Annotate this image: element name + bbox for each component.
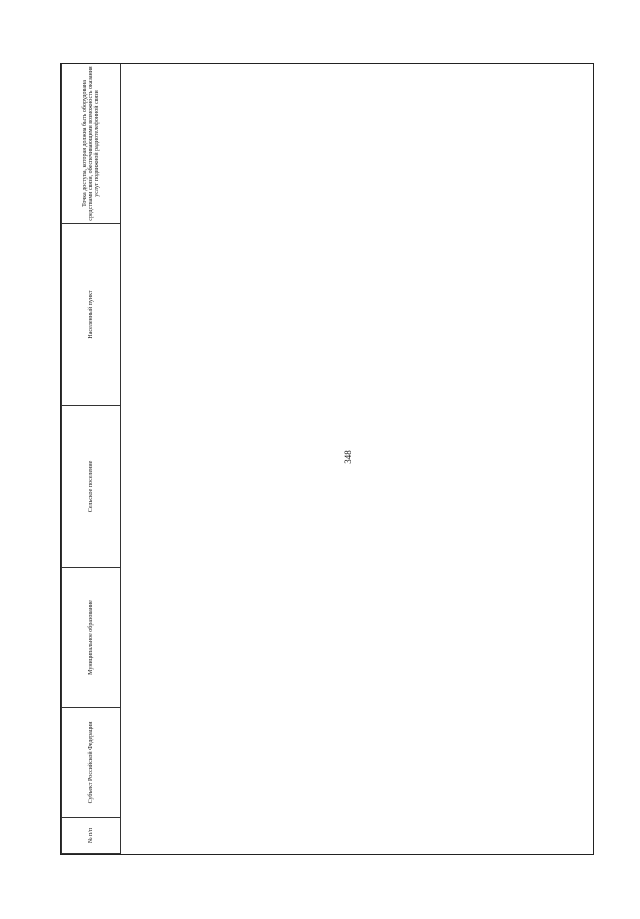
page-number: 348 [343, 450, 353, 464]
table-header-row [62, 64, 121, 854]
settlements-table [61, 63, 121, 854]
header-number: № п/п [62, 818, 121, 854]
header-municipality: Муниципальное образование [62, 568, 121, 708]
rotated-table [61, 64, 593, 854]
header-rural-settlement: Сельское поселение [62, 406, 121, 568]
header-access-point: Точка доступа, которая должна быть оборудована средствами связи, обеспечивающими возможность оказания услуг подвижной радиотелефонной связи [62, 64, 121, 224]
header-subject: Субъект Российской Федерации [62, 708, 121, 818]
settlements-table-frame [60, 63, 594, 855]
header-locality: Населенный пункт [62, 224, 121, 406]
